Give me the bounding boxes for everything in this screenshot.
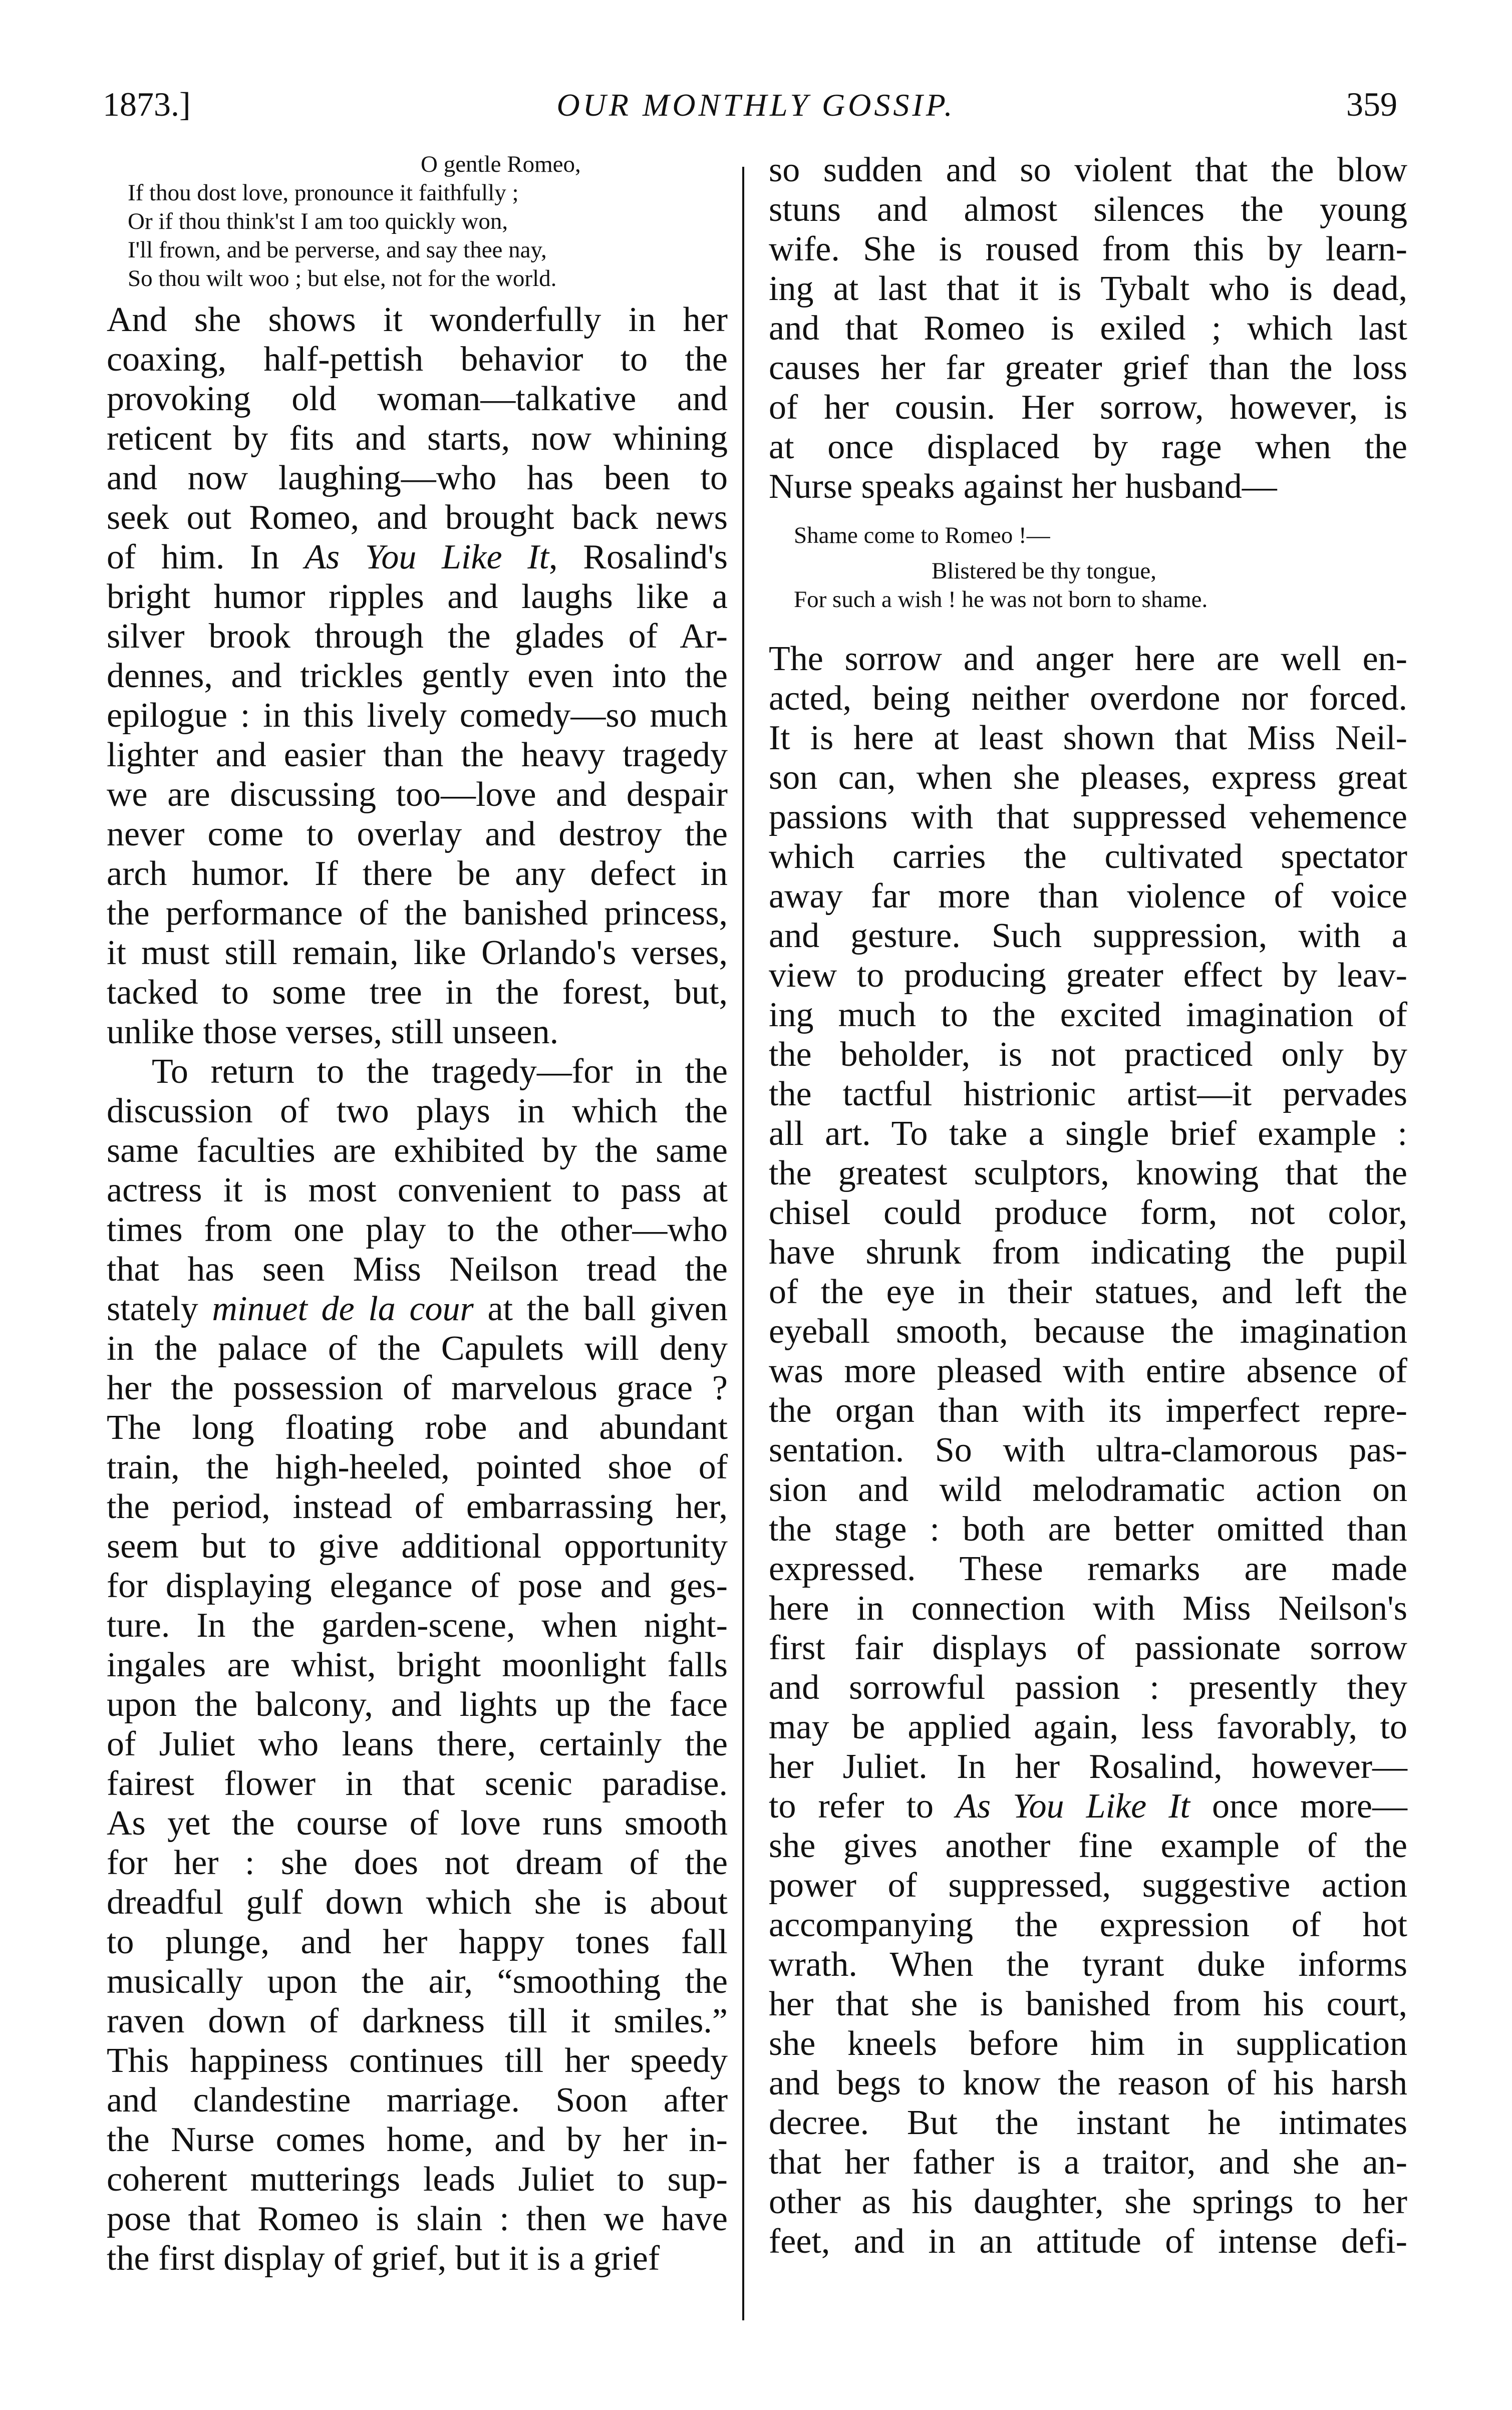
text-line: sentation. So with ultra-clamorous pas- — [769, 1431, 1407, 1469]
text-line: stately minuet de la cour at the ball given — [107, 1290, 728, 1328]
verse-line: Blistered be thy tongue, — [932, 558, 1157, 584]
text-line: it must still remain, like Orlando's verses, — [107, 934, 728, 972]
text-line: and that Romeo is exiled ; which last — [769, 309, 1407, 348]
text-line: accompanying the expression of hot — [769, 1906, 1407, 1944]
text-line: of Juliet who leans there, certainly the — [107, 1725, 728, 1763]
text-line: seem but to give additional opportunity — [107, 1527, 728, 1566]
text-line: seek out Romeo, and brought back news — [107, 498, 728, 537]
text-line: arch humor. If there be any defect in — [107, 854, 728, 893]
text-line: ingales are whist, bright moonlight falls — [107, 1646, 728, 1684]
text-line: which carries the cultivated spectator — [769, 837, 1407, 876]
text-line: the beholder, is not practiced only by — [769, 1035, 1407, 1074]
text-line: wife. She is roused from this by learn- — [769, 230, 1407, 268]
verse-line: If thou dost love, pronounce it faithfully ; — [128, 180, 519, 206]
text-line: feet, and in an attitude of intense defi- — [769, 2222, 1407, 2261]
text-line: here in connection with Miss Neilson's — [769, 1589, 1407, 1628]
verse-line: O gentle Romeo, — [421, 151, 581, 177]
text-line: to plunge, and her happy tones fall — [107, 1923, 728, 1961]
text-line: of her cousin. Her sorrow, however, is — [769, 388, 1407, 427]
text-line: the performance of the banished princess, — [107, 894, 728, 933]
text-line: ture. In the garden-scene, when night- — [107, 1606, 728, 1645]
text-line: and gesture. Such suppression, with a — [769, 917, 1407, 955]
text-line: may be applied again, less favorably, to — [769, 1708, 1407, 1746]
text-line: that her father is a traitor, and she an- — [769, 2143, 1407, 2182]
text-line: pose that Romeo is slain : then we have — [107, 2200, 728, 2238]
text-line: same faculties are exhibited by the same — [107, 1131, 728, 1170]
text-line: The long floating robe and abundant — [107, 1408, 728, 1447]
text-line: epilogue : in this lively comedy—so much — [107, 696, 728, 735]
text-line: ing much to the excited imagination of — [769, 996, 1407, 1034]
text-line: coaxing, half-pettish behavior to the — [107, 340, 728, 379]
text-line: acted, being neither overdone nor forced. — [769, 679, 1407, 718]
paragraph — [107, 300, 728, 1052]
text-line: silver brook through the glades of Ar- — [107, 617, 728, 656]
text-line: the organ than with its imperfect repre- — [769, 1391, 1407, 1430]
italic-title: As You Like It — [305, 538, 549, 576]
text-line: have shrunk from indicating the pupil — [769, 1233, 1407, 1272]
paragraph — [107, 1052, 728, 2278]
text-line: and sorrowful passion : presently they — [769, 1668, 1407, 1707]
text-line: of the eye in their statues, and left the — [769, 1273, 1407, 1311]
text-line: for her : she does not dream of the — [107, 1844, 728, 1882]
text-line: It is here at least shown that Miss Neil- — [769, 719, 1407, 757]
text-line: all art. To take a single brief example : — [769, 1114, 1407, 1153]
text-line: other as his daughter, she springs to her — [769, 2183, 1407, 2221]
text-line: This happiness continues till her speedy — [107, 2041, 728, 2080]
paragraph — [769, 150, 1407, 506]
page-number: 359 — [1346, 85, 1397, 123]
text-line: her that she is banished from his court, — [769, 1985, 1407, 2023]
text-line: stuns and almost silences the young — [769, 190, 1407, 229]
text-line: the greatest sculptors, knowing that the — [769, 1154, 1407, 1192]
text-line: bright humor ripples and laughs like a — [107, 577, 728, 616]
text-line: dreadful gulf down which she is about — [107, 1883, 728, 1922]
verse-quote-juliet — [107, 150, 728, 293]
italic-title: minuet de la cour — [212, 1290, 474, 1328]
text-line: chisel could produce form, not color, — [769, 1193, 1407, 1232]
text-line: lighter and easier than the heavy tragedy — [107, 736, 728, 774]
right-column — [769, 150, 1407, 2261]
text-line: never come to overlay and destroy the — [107, 815, 728, 853]
header-year: 1873.] — [103, 85, 191, 123]
text-line: Nurse speaks against her husband— — [769, 467, 1277, 506]
verse-line: For such a wish ! he was not born to shame. — [794, 586, 1208, 613]
text-line: And she shows it wonderfully in her — [107, 300, 728, 339]
text-line: discussion of two plays in which the — [107, 1092, 728, 1130]
text-line: eyeball smooth, because the imagination — [769, 1312, 1407, 1351]
italic-title: As You Like It — [956, 1787, 1190, 1826]
text-line: we are discussing too—love and despair — [107, 775, 728, 814]
text-line: To return to the tragedy—for in the — [152, 1052, 728, 1091]
text-line: first fair displays of passionate sorrow — [769, 1629, 1407, 1667]
text-line: dennes, and trickles gently even into the — [107, 657, 728, 695]
text-line: the stage : both are better omitted than — [769, 1510, 1407, 1549]
text-line: fairest flower in that scenic paradise. — [107, 1764, 728, 1803]
text-line: she gives another fine example of the — [769, 1827, 1407, 1865]
text-line: musically upon the air, “smoothing the — [107, 1962, 728, 2001]
verse-line: Or if thou think'st I am too quickly won, — [128, 208, 508, 234]
text-line: times from one play to the other—who — [107, 1211, 728, 1249]
text-line: the period, instead of embarrassing her, — [107, 1487, 728, 1526]
text-line: son can, when she pleases, express great — [769, 758, 1407, 797]
left-column — [107, 150, 728, 2278]
text-line: ing at last that it is Tybalt who is dead, — [769, 269, 1407, 308]
text-line: at once displaced by rage when the — [769, 428, 1407, 466]
text-line: of him. In As You Like It, Rosalind's — [107, 538, 728, 576]
text-line: coherent mutterings leads Juliet to sup- — [107, 2160, 728, 2199]
text-line: that has seen Miss Neilson tread the — [107, 1250, 728, 1289]
text-line: causes her far greater grief than the loss — [769, 349, 1407, 387]
text-line: tacked to some tree in the forest, but, — [107, 973, 728, 1012]
text-line: As yet the course of love runs smooth — [107, 1804, 728, 1843]
text-line: train, the high-heeled, pointed shoe of — [107, 1448, 728, 1486]
verse-line: Shame come to Romeo !— — [794, 522, 1050, 548]
text-line: decree. But the instant he intimates — [769, 2103, 1407, 2142]
text-line: for displaying elegance of pose and ges- — [107, 1567, 728, 1605]
text-line: to refer to As You Like It once more— — [769, 1787, 1408, 1826]
text-line: and now laughing—who has been to — [107, 459, 728, 497]
text-line: unlike those verses, still unseen. — [107, 1013, 559, 1051]
text-line: and begs to know the reason of his harsh — [769, 2064, 1407, 2102]
text-line: power of suppressed, suggestive action — [769, 1866, 1407, 1905]
column-divider — [742, 167, 744, 2320]
text-line: the Nurse comes home, and by her in- — [107, 2121, 728, 2159]
verse-line: So thou wilt woo ; but else, not for the world. — [128, 265, 557, 291]
text-line: sion and wild melodramatic action on — [769, 1470, 1407, 1509]
text-line: her the possession of marvelous grace ? — [107, 1369, 728, 1407]
text-line: wrath. When the tyrant duke informs — [769, 1945, 1407, 1984]
text-line: so sudden and so violent that the blow — [769, 151, 1407, 189]
running-title: OUR MONTHLY GOSSIP. — [556, 87, 956, 123]
text-line: upon the balcony, and lights up the face — [107, 1685, 728, 1724]
text-line: reticent by fits and starts, now whining — [107, 419, 728, 458]
text-line: was more pleased with entire absence of — [769, 1352, 1407, 1390]
text-line: in the palace of the Capulets will deny — [107, 1329, 728, 1368]
verse-line: I'll frown, and be perverse, and say thee nay, — [128, 237, 547, 263]
text-line: raven down of darkness till it smiles.” — [107, 2002, 728, 2040]
text-line: the first display of grief, but it is a grief — [107, 2239, 660, 2278]
text-line: she kneels before him in supplication — [769, 2024, 1407, 2063]
text-line: The sorrow and anger here are well en- — [769, 640, 1407, 678]
verse-quote-nurse — [769, 521, 1407, 614]
text-line: passions with that suppressed vehemence — [769, 798, 1407, 836]
paragraph — [769, 639, 1407, 2261]
text-line: view to producing greater effect by leav- — [769, 956, 1407, 995]
text-line: her Juliet. In her Rosalind, however— — [769, 1747, 1407, 1786]
text-line: and clandestine marriage. Soon after — [107, 2081, 728, 2120]
text-line: away far more than violence of voice — [769, 877, 1407, 916]
text-line: the tactful histrionic artist—it pervades — [769, 1075, 1407, 1113]
text-line: actress it is most convenient to pass at — [107, 1171, 728, 1210]
text-line: expressed. These remarks are made — [769, 1550, 1407, 1588]
text-line: provoking old woman—talkative and — [107, 380, 728, 418]
